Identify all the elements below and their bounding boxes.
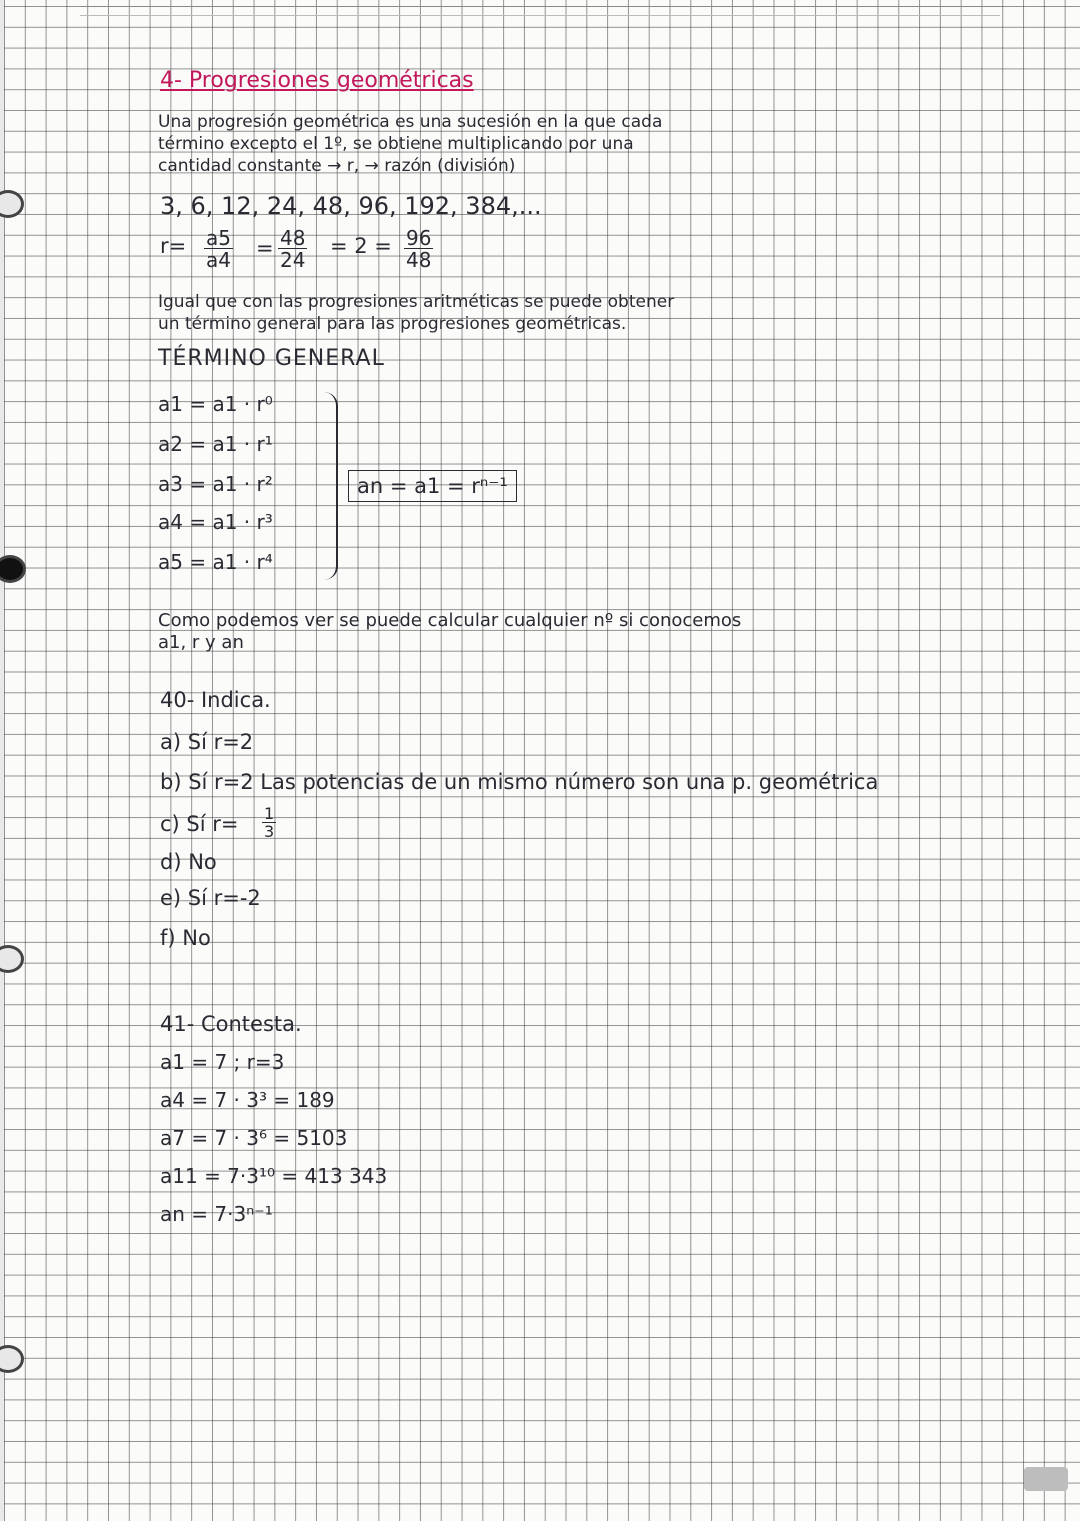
definition-line-2: término excepto el 1º, se obtiene multiplicando por una bbox=[158, 134, 634, 154]
ratio-fraction-3-num: 96 bbox=[406, 226, 432, 250]
exercise-40-c-fraction-num: 1 bbox=[264, 804, 275, 823]
scan-app-badge-icon bbox=[1024, 1467, 1068, 1491]
exercise-40-answer-d: d) No bbox=[160, 850, 217, 874]
exercise-41-line-2: a4 = 7 · 3³ = 189 bbox=[160, 1088, 335, 1112]
ratio-fraction-3-den: 48 bbox=[406, 248, 432, 272]
ratio-fraction-1-den: a4 bbox=[206, 248, 231, 272]
conclusion-line-2: a1, r y an bbox=[158, 632, 244, 653]
general-term-formula: an = a1 = rⁿ⁻¹ bbox=[348, 470, 517, 502]
exercise-41-line-4: a11 = 7·3¹⁰ = 413 343 bbox=[160, 1164, 388, 1188]
exercise-40-answer-b: b) Sí r=2 Las potencias de un mismo número son una p. geométrica bbox=[160, 770, 879, 794]
general-term-heading: TÉRMINO GENERAL bbox=[158, 346, 385, 371]
term-a2: a2 = a1 · r¹ bbox=[158, 432, 273, 456]
conclusion-line-1: Como podemos ver se puede calcular cualquier nº si conocemos bbox=[158, 610, 742, 631]
intro-line-1: Igual que con las progresiones aritméticas se puede obtener bbox=[158, 292, 675, 312]
page-margin bbox=[0, 0, 4, 1521]
page-top-edge bbox=[80, 6, 1000, 16]
ratio-fraction-3 bbox=[404, 228, 433, 270]
term-a4: a4 = a1 · r³ bbox=[158, 510, 273, 534]
exercise-40-c-fraction-den: 3 bbox=[264, 822, 275, 841]
exercise-40-answer-c: c) Sí r= bbox=[160, 812, 239, 836]
intro-line-2: un término general para las progresiones geométricas. bbox=[158, 314, 627, 334]
definition-line-3: cantidad constante → r, → razón (división) bbox=[158, 156, 516, 176]
ratio-fraction-2 bbox=[278, 228, 307, 270]
section-title: 4- Progresiones geométricas bbox=[160, 68, 474, 93]
ratio-fraction-1-num: a5 bbox=[206, 226, 231, 250]
definition-line-1: Una progresión geométrica es una sucesión en la que cada bbox=[158, 112, 663, 132]
ratio-equals-2: = 2 = bbox=[330, 234, 392, 258]
exercise-41-line-3: a7 = 7 · 3⁶ = 5103 bbox=[160, 1126, 348, 1150]
ratio-fraction-2-den: 24 bbox=[280, 248, 306, 272]
term-a3: a3 = a1 · r² bbox=[158, 472, 273, 496]
ratio-fraction-1 bbox=[204, 228, 233, 270]
exercise-40-answer-f: f) No bbox=[160, 926, 211, 950]
exercise-41-line-5: an = 7·3ⁿ⁻¹ bbox=[160, 1202, 273, 1226]
term-a5: a5 = a1 · r⁴ bbox=[158, 550, 273, 574]
exercise-40-title: 40- Indica. bbox=[160, 688, 271, 712]
ratio-fraction-2-num: 48 bbox=[280, 226, 306, 250]
ratio-equals-1: = bbox=[256, 236, 274, 260]
example-sequence: 3, 6, 12, 24, 48, 96, 192, 384,... bbox=[160, 192, 542, 220]
exercise-40-answer-e: e) Sí r=-2 bbox=[160, 886, 261, 910]
exercise-41-title: 41- Contesta. bbox=[160, 1012, 302, 1036]
exercise-40-answer-a: a) Sí r=2 bbox=[160, 730, 254, 754]
term-a1: a1 = a1 · r⁰ bbox=[158, 392, 273, 416]
grouping-brace bbox=[318, 392, 338, 580]
exercise-41-line-1: a1 = 7 ; r=3 bbox=[160, 1050, 285, 1074]
ratio-label: r= bbox=[160, 234, 187, 258]
exercise-40-c-fraction bbox=[262, 806, 276, 840]
